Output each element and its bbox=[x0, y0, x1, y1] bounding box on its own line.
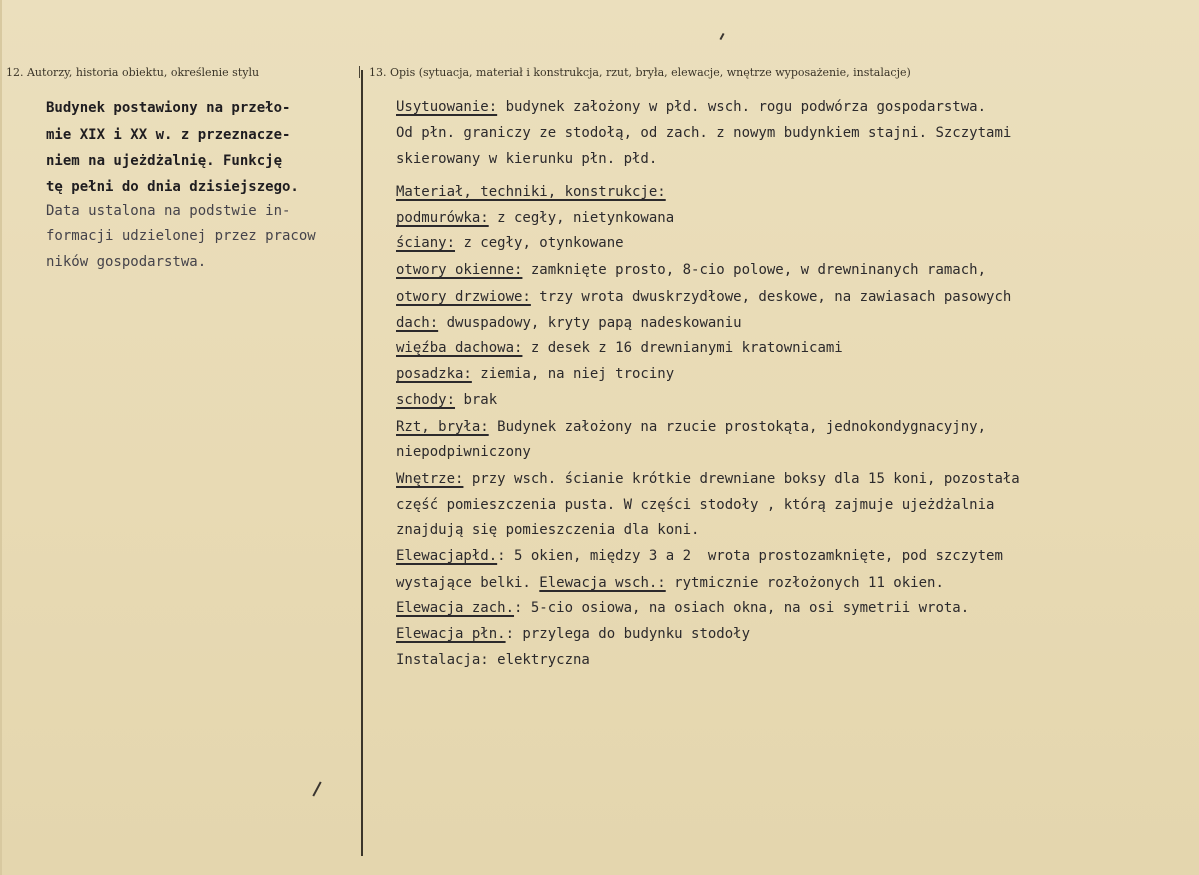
description-line bbox=[396, 315, 742, 331]
field-label: więźba dachowa: bbox=[396, 340, 523, 356]
description-line bbox=[396, 600, 969, 616]
field-label: ściany: bbox=[396, 235, 456, 251]
field-label: Materiał, techniki, konstrukcje: bbox=[396, 184, 666, 200]
field-text: zamknięte prosto, 8-cio polowe, w drewninanych ramach, bbox=[522, 262, 987, 278]
description-line bbox=[396, 575, 944, 591]
column-divider bbox=[361, 70, 363, 856]
field-text: Instalacja: elektryczna bbox=[396, 652, 590, 668]
description-line bbox=[396, 151, 657, 167]
description-line bbox=[396, 289, 1011, 305]
description-line bbox=[396, 235, 624, 251]
description-line bbox=[396, 392, 497, 408]
section-12-header: 12. Autorzy, historia obiektu, określenie stylu bbox=[6, 66, 260, 79]
field-text: znajdują się pomieszczenia dla koni. bbox=[396, 522, 700, 538]
field-label: Usytuowanie: bbox=[396, 99, 498, 115]
field-text: część pomieszczenia pusta. W części stodoły , którą zajmuje ujeżdżalnia bbox=[396, 497, 995, 513]
field-label: otwory drzwiowe: bbox=[396, 289, 531, 305]
description-line bbox=[396, 471, 1020, 487]
field-text: z cegły, otynkowane bbox=[455, 235, 624, 251]
section-13-header: 13. Opis (sytuacja, materiał i konstrukcja, rzut, bryła, elewacje, wnętrze wyposażenie, instalacje) bbox=[369, 66, 911, 79]
field-label: podmurówka: bbox=[396, 210, 489, 226]
field-text: ziemia, na niej trociny bbox=[471, 366, 675, 382]
description-line bbox=[396, 419, 986, 435]
history-line: niem na ujeżdżalnię. Funkcję bbox=[46, 153, 283, 169]
field-label: Wnętrze: bbox=[396, 471, 464, 487]
pencil-mark bbox=[312, 781, 321, 796]
column-tick bbox=[359, 66, 360, 78]
history-line: tę pełni do dnia dzisiejszego. bbox=[46, 179, 299, 195]
description-line bbox=[396, 366, 674, 382]
description-line bbox=[396, 184, 666, 200]
field-text: z desek z 16 drewnianymi kratownicami bbox=[522, 340, 843, 356]
description-line bbox=[396, 444, 531, 460]
pencil-mark bbox=[719, 33, 724, 40]
description-line bbox=[396, 262, 986, 278]
description-line bbox=[396, 125, 1011, 141]
field-label: dach: bbox=[396, 315, 439, 331]
history-line: mie XIX i XX w. z przeznacze- bbox=[46, 127, 291, 143]
field-label: Elewacjapłd. bbox=[396, 548, 498, 564]
field-label: schody: bbox=[396, 392, 456, 408]
field-text: budynek założony w płd. wsch. rogu podwórza gospodarstwa. bbox=[497, 99, 987, 115]
history-line: ników gospodarstwa. bbox=[46, 254, 207, 270]
field-label: posadzka: bbox=[396, 366, 472, 382]
description-line bbox=[396, 497, 994, 513]
description-line bbox=[396, 522, 699, 538]
field-label: Elewacja płn. bbox=[396, 626, 506, 642]
field-text: wystające belki. bbox=[396, 575, 540, 591]
field-text: dwuspadowy, kryty papą nadeskowaniu bbox=[438, 315, 742, 331]
description-line bbox=[396, 210, 674, 226]
history-line: Data ustalona na podstwie in- bbox=[46, 203, 291, 219]
history-line: Budynek postawiony na przeło- bbox=[46, 100, 291, 116]
field-text: trzy wrota dwuskrzydłowe, deskowe, na zawiasach pasowych bbox=[530, 289, 1012, 305]
description-line bbox=[396, 548, 1003, 564]
field-text: brak bbox=[455, 392, 498, 408]
field-text: przy wsch. ścianie krótkie drewniane boksy dla 15 koni, pozostała bbox=[463, 471, 1020, 487]
description-line bbox=[396, 652, 590, 668]
field-text: Budynek założony na rzucie prostokąta, jednokondygnacyjny, bbox=[488, 419, 987, 435]
field-text: skierowany w kierunku płn. płd. bbox=[396, 151, 658, 167]
field-text: Od płn. graniczy ze stodołą, od zach. z nowym budynkiem stajni. Szczytami bbox=[396, 125, 1012, 141]
history-line: formacji udzielonej przez pracow bbox=[46, 228, 316, 244]
description-line bbox=[396, 340, 843, 356]
field-text: : 5 okien, między 3 a 2 wrota prostozamknięte, pod szczytem bbox=[497, 548, 1003, 564]
description-line bbox=[396, 99, 986, 115]
field-text: : przylega do budynku stodoły bbox=[505, 626, 751, 642]
description-line bbox=[396, 626, 750, 642]
field-text: : 5-cio osiowa, na osiach okna, na osi symetrii wrota. bbox=[514, 600, 970, 616]
field-label: Elewacja wsch.: bbox=[539, 575, 666, 591]
field-text: rytmicznie rozłożonych 11 okien. bbox=[665, 575, 944, 591]
field-text: z cegły, nietynkowana bbox=[488, 210, 675, 226]
field-label: Rzt, bryła: bbox=[396, 419, 489, 435]
field-text: niepodpiwniczony bbox=[396, 444, 531, 460]
field-label: Elewacja zach. bbox=[396, 600, 515, 616]
field-label: otwory okienne: bbox=[396, 262, 523, 278]
